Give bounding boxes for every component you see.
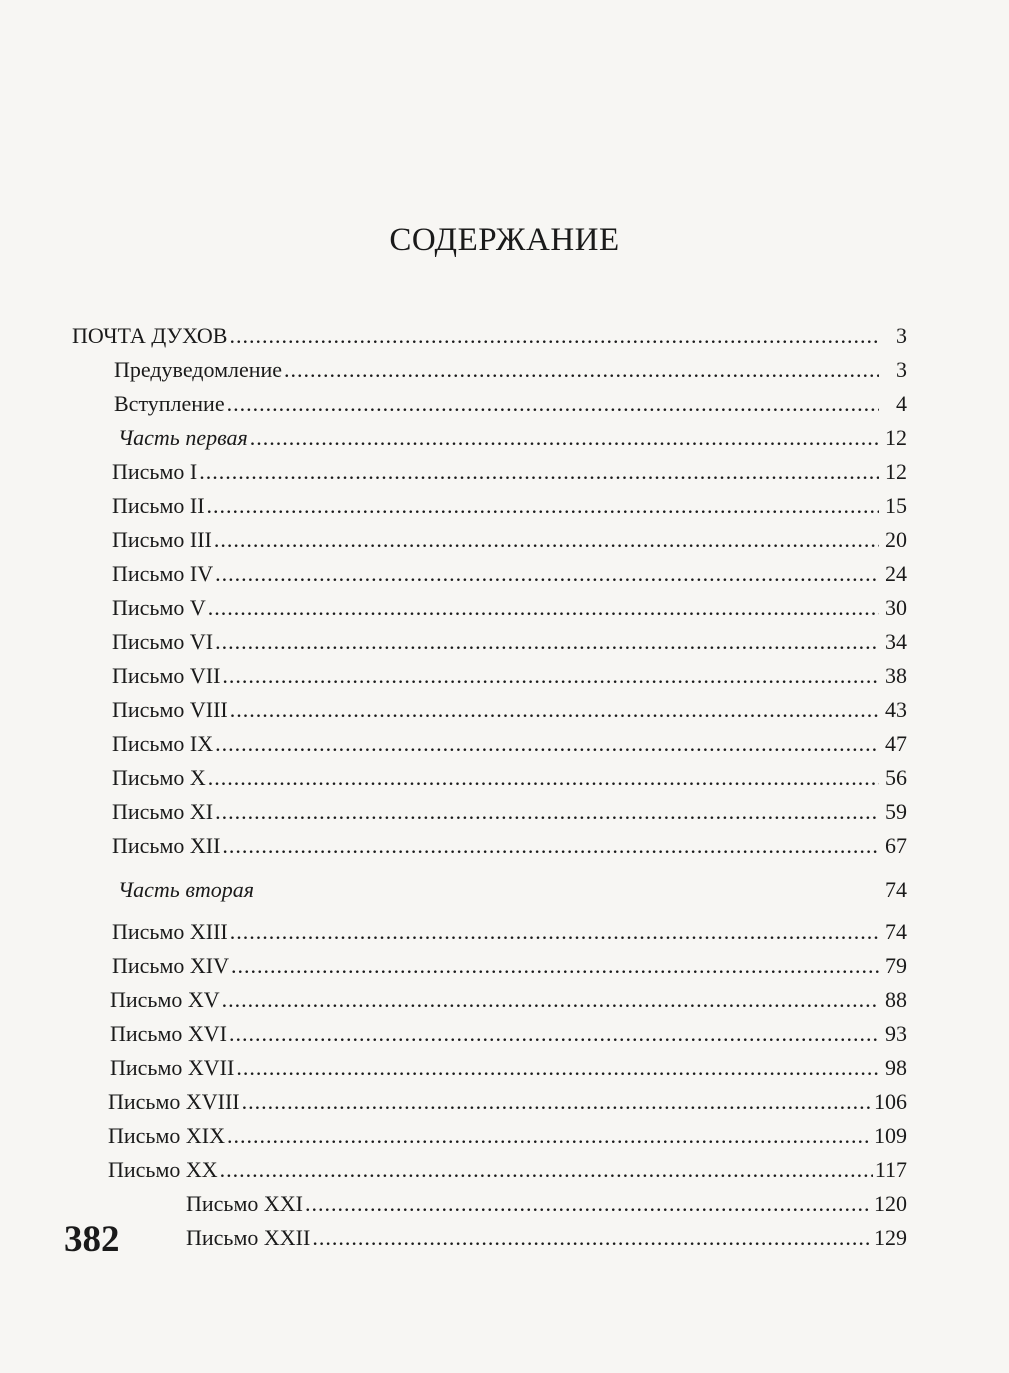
dot-leader	[227, 390, 879, 418]
toc-entry-page: 88	[885, 987, 907, 1012]
toc-entry-label: Письмо XIII	[112, 919, 228, 944]
toc-entry-label: Письмо XI	[112, 799, 214, 824]
dot-leader	[230, 918, 879, 946]
toc-entry-page: 106	[874, 1089, 907, 1114]
page-title: СОДЕРЖАНИЕ	[389, 222, 620, 258]
dot-leader	[222, 832, 879, 860]
toc-entry	[112, 560, 907, 588]
toc-entry	[108, 1122, 907, 1150]
toc-entry-label: Письмо VII	[112, 663, 221, 688]
toc-entry	[186, 1224, 907, 1252]
dot-leader	[229, 322, 879, 350]
toc-entry	[114, 356, 907, 384]
toc-entry-label: Письмо IV	[112, 561, 214, 586]
toc-entry-label: Письмо XX	[108, 1157, 218, 1182]
toc-entry-page: 24	[885, 561, 907, 586]
dot-leader	[222, 662, 879, 690]
toc-entry-label: Письмо II	[112, 493, 205, 518]
dot-leader	[236, 1054, 879, 1082]
toc-entry-page: 12	[885, 425, 907, 450]
dot-leader	[215, 560, 879, 588]
toc-entry-page: 47	[885, 731, 907, 756]
toc-entry	[112, 594, 907, 622]
toc-entry-label: Часть первая	[118, 425, 248, 450]
dot-leader	[208, 764, 879, 792]
toc-entry-page: 3	[896, 323, 907, 348]
dot-leader	[208, 594, 879, 622]
dot-leader	[199, 458, 879, 486]
toc-entry-label: Письмо XVII	[110, 1055, 235, 1080]
toc-entry-page: 98	[885, 1055, 907, 1080]
toc-entry-page: 129	[874, 1225, 907, 1250]
toc-entry-label: Вступление	[114, 391, 225, 416]
toc-entry-label: Письмо I	[112, 459, 198, 484]
toc-entry	[118, 424, 907, 452]
page-number: 382	[64, 1219, 120, 1260]
toc-entry-page: 3	[896, 357, 907, 382]
toc-entry	[112, 952, 907, 980]
dot-leader	[220, 1156, 873, 1184]
toc-entry	[112, 696, 907, 724]
dot-leader	[284, 356, 879, 384]
toc-entry-page: 20	[885, 527, 907, 552]
toc-entry-label: Письмо XIX	[108, 1123, 225, 1148]
dot-leader	[230, 696, 879, 724]
toc-entry-page: 93	[885, 1021, 907, 1046]
toc-entry-label: Письмо XVIII	[108, 1089, 240, 1114]
toc-entry-label: Письмо VI	[112, 629, 214, 654]
toc-entry	[112, 628, 907, 656]
toc-entry-page: 67	[885, 833, 907, 858]
toc-entry	[108, 1088, 907, 1116]
toc-entry-page: 43	[885, 697, 907, 722]
toc-entry-label: Письмо X	[112, 765, 206, 790]
toc-entry	[112, 832, 907, 860]
toc-entry	[112, 526, 907, 554]
dot-leader	[229, 1020, 879, 1048]
dot-leader	[250, 424, 879, 452]
toc-entry	[112, 918, 907, 946]
toc-entry-page: 15	[885, 493, 907, 518]
toc-entry	[72, 322, 907, 350]
toc-entry	[110, 1054, 907, 1082]
toc-entry-page: 120	[874, 1191, 907, 1216]
toc-entry-label: Письмо V	[112, 595, 206, 620]
toc-entry-page: 74	[885, 877, 907, 902]
toc-entry-page: 34	[885, 629, 907, 654]
dot-leader	[222, 986, 879, 1014]
toc-entry	[110, 986, 907, 1014]
toc-entry-label: Письмо XXI	[186, 1191, 303, 1216]
toc-entry	[114, 390, 907, 418]
toc-entry-label: Предуведомление	[114, 357, 283, 382]
dot-leader	[312, 1224, 872, 1252]
toc-entry-page: 56	[885, 765, 907, 790]
toc-entry-label: Письмо III	[112, 527, 212, 552]
toc-entry-label: Письмо XV	[110, 987, 220, 1012]
toc-entry-page: 117	[874, 1157, 907, 1182]
dot-leader	[215, 798, 879, 826]
dot-leader	[227, 1122, 872, 1150]
dot-leader	[242, 1088, 872, 1116]
toc-entry	[108, 1156, 907, 1184]
toc-entry-page: 59	[885, 799, 907, 824]
bleed-through-text	[90, 60, 910, 83]
toc-entry	[110, 1020, 907, 1048]
toc-entry-label: Письмо XVI	[110, 1021, 227, 1046]
toc-entry-page: 79	[885, 953, 907, 978]
toc-entry-page: 109	[874, 1123, 907, 1148]
toc-entry-page: 12	[885, 459, 907, 484]
toc-entry	[112, 730, 907, 758]
dot-leader	[231, 952, 879, 980]
toc-entry	[112, 798, 907, 826]
dot-leader	[215, 730, 879, 758]
toc-entry-label: Письмо XIV	[112, 953, 229, 978]
toc-entry	[118, 876, 907, 904]
toc-entry	[112, 764, 907, 792]
toc-entry	[112, 458, 907, 486]
toc-entry-page: 38	[885, 663, 907, 688]
toc-entry-page: 74	[885, 919, 907, 944]
toc-entry	[112, 662, 907, 690]
toc-entry-label: Письмо VIII	[112, 697, 228, 722]
toc-entry-page: 30	[885, 595, 907, 620]
toc-entry-label: Письмо XII	[112, 833, 221, 858]
toc-entry-page: 4	[896, 391, 907, 416]
dot-leader	[215, 628, 879, 656]
toc-entry	[186, 1190, 907, 1218]
toc-entry-label: ПОЧТА ДУХОВ	[72, 323, 228, 348]
dot-leader	[207, 492, 879, 520]
dot-leader	[214, 526, 879, 554]
toc-entry-label: Часть вторая	[118, 877, 254, 902]
toc-entry	[112, 492, 907, 520]
dot-leader	[305, 1190, 872, 1218]
toc-entry-label: Письмо IX	[112, 731, 214, 756]
toc-entry-label: Письмо XXII	[186, 1225, 311, 1250]
